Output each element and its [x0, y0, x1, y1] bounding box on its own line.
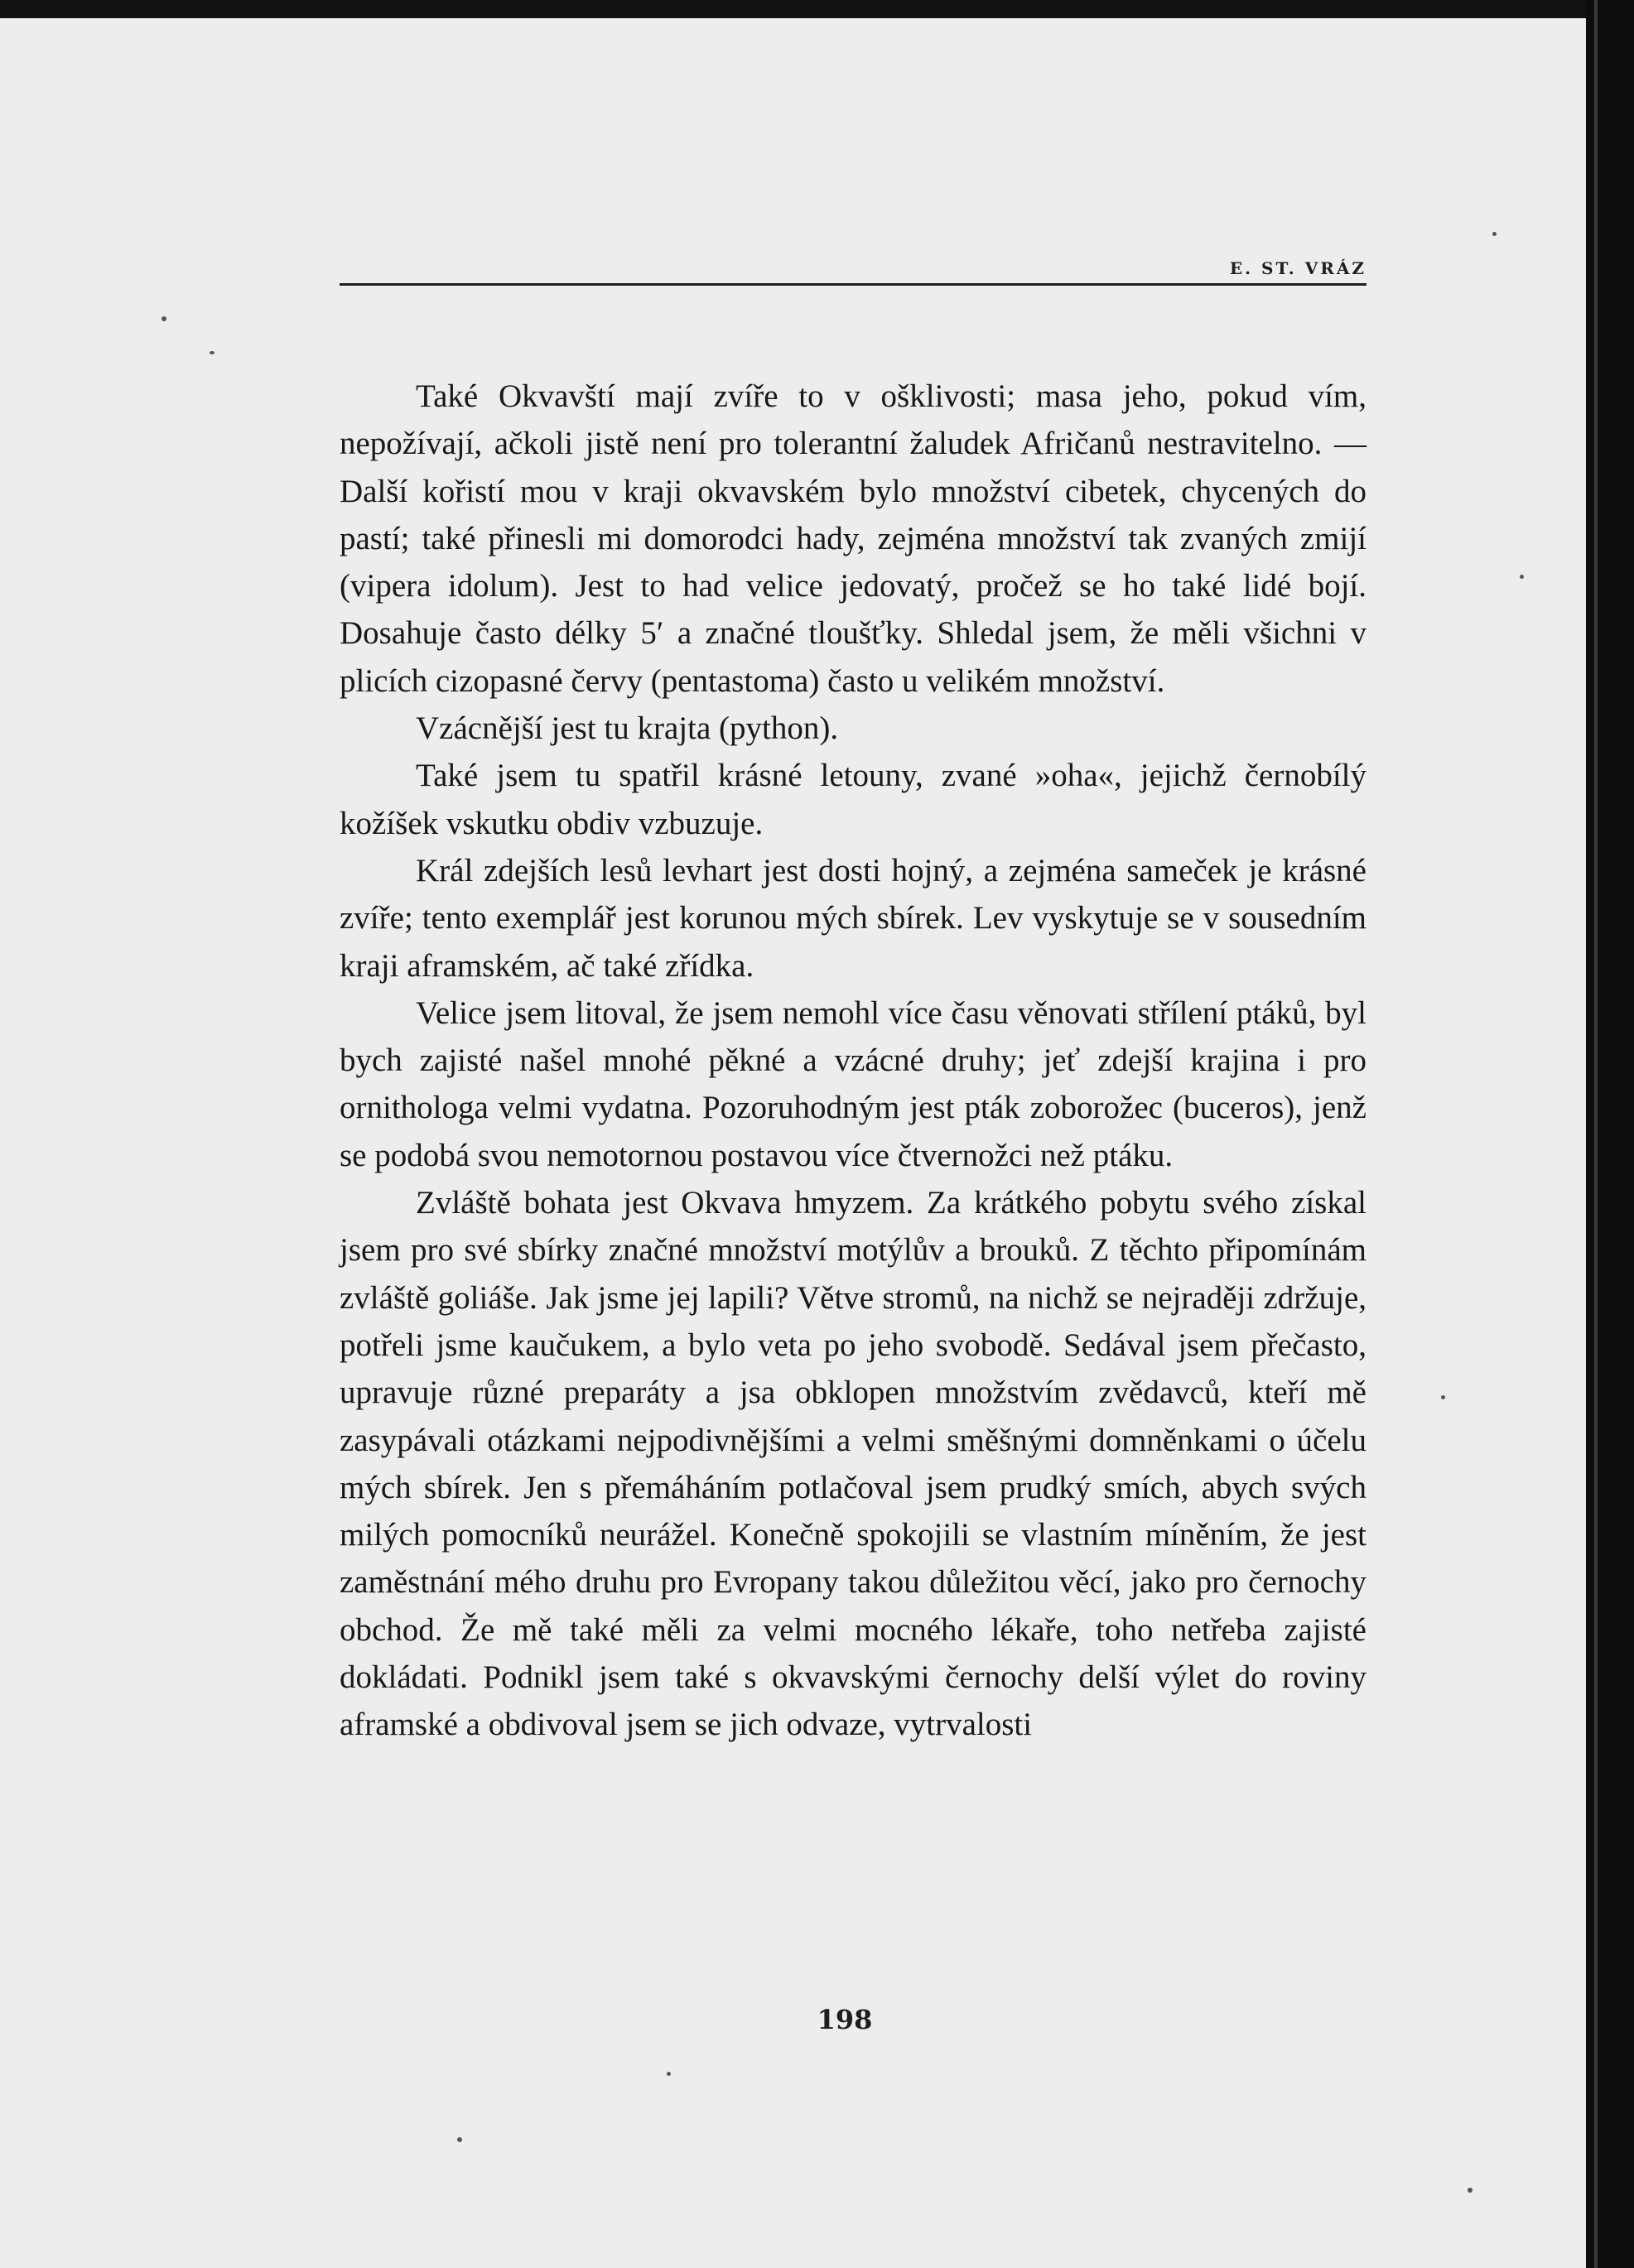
- scan-speck: [667, 2072, 671, 2076]
- paragraph: Vzácnější jest tu krajta (python).: [416, 710, 839, 747]
- book-page: [0, 18, 1586, 2268]
- running-header: E. ST. VRÁZ: [1229, 258, 1366, 278]
- scan-edge: [1586, 0, 1634, 2268]
- page-number: 198: [817, 2004, 873, 2035]
- scan-speck: [210, 351, 214, 354]
- scan-speck: [457, 2137, 462, 2142]
- paragraph: Také jsem tu spatřil krásné letouny, zvané »oha«, jejichž černobílý kožíšek vskutku obdiv vzbuzuje.: [340, 758, 1366, 841]
- paragraph: Také Okvavští mají zvíře to v ošklivosti; masa jeho, pokud vím, nepožívají, ačkoli jistě není pro tolerantní žaludek Afričanů nestravitelno. — Další kořistí mou v kraji okvavském bylo množství cibetek, chycených do pastí; také přinesli mi domorodci hady, zejména množství tak zvaných zmijí (vipera idolum). Jest to had velice jedovatý, pročež se ho také lidé bojí. Dosahuje často délky 5′ a značné tloušťky. Shledal jsem, že měli všichni v plicích cizopasné červy (pentastoma) často u velikém množství.: [340, 378, 1366, 699]
- scan-speck: [161, 316, 166, 321]
- header-rule: [340, 283, 1366, 286]
- scan-speck: [1441, 1395, 1445, 1399]
- body-text: [340, 373, 1366, 1749]
- scan-speck: [1520, 575, 1524, 579]
- paragraph: Velice jsem litoval, že jsem nemohl více času věnovati střílení ptáků, byl bych zajisté našel mnohé pěkné a vzácné druhy; jeť zdejší krajina i pro ornithologa velmi vydatna. Pozoruhodným jest pták zoborožec (buceros), jenž se podobá svou nemotornou postavou více čtvernožci než ptáku.: [340, 994, 1366, 1173]
- paragraph: Zvláště bohata jest Okvava hmyzem. Za krátkého pobytu svého získal jsem pro své sbírky značné množství motýlův a brouků. Z těchto připomínám zvláště goliáše. Jak jsme jej lapili? Větve stromů, na nichž se nejraději zdržuje, potřeli jsme kaučukem, a bylo veta po jeho svobodě. Sedával jsem přečasto, upravuje různé preparáty a jsa obklopen množstvím zvědavců, kteří mě zasypávali otázkami nejpodivnějšími a velmi směšnými domněnkami o účelu mých sbírek. Jen s přemáháním potlačoval jsem prudký smích, abych svých milých pomocníků neurážel. Konečně spokojili se vlastním míněním, že jest zaměstnání mého druhu pro Evropany takou důležitou věcí, jako pro černochy obchod. Že mě také měli za velmi mocného lékaře, toho netřeba zajisté dokládati. Podnikl jsem také s okvavskými černochy delší výlet do roviny aframské a obdivoval jsem se jich odvaze, vytrvalosti: [340, 1185, 1366, 1743]
- paragraph: Král zdejších lesů levhart jest dosti hojný, a zejména sameček je krásné zvíře; tento exemplář jest korunou mých sbírek. Lev vyskytuje se v sousedním kraji aframském, ač také zřídka.: [340, 852, 1366, 984]
- scan-speck: [1492, 232, 1497, 236]
- scan-speck: [1468, 2188, 1473, 2193]
- scan-edge-streak: [1594, 0, 1598, 2268]
